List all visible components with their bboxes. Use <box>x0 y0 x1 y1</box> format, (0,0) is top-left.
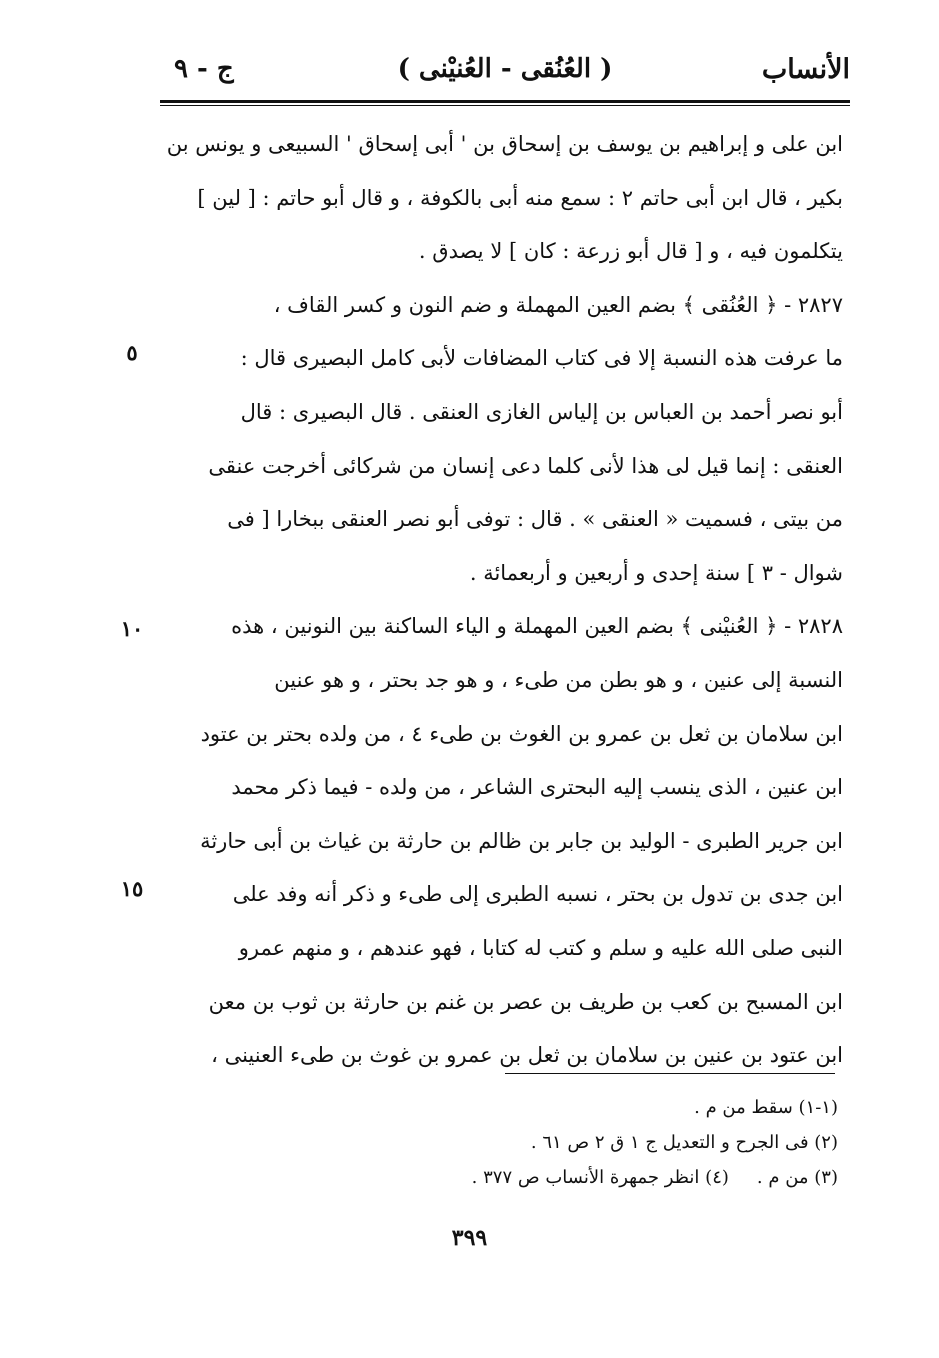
text-line: أبو نصر أحمد بن العباس بن إلياس الغازى العنقى . قال البصيرى : قال <box>240 399 843 424</box>
text-line: النسبة إلى عنين ، و هو بطن من طىء ، و هو جد بحتر ، و هو عنين <box>274 667 843 692</box>
main-text <box>165 118 843 1083</box>
entry-2827-heading: ٢٨٢٧ - ﴿ العُنُقى ﴾ بضم العين المهملة و ضم النون و كسر القاف ، <box>273 292 843 317</box>
footnote-row <box>300 1160 838 1195</box>
footnote-3: (٣) من م . <box>756 1167 838 1188</box>
header-rule-thin <box>160 105 850 106</box>
margin-line-number-15: ١٥ <box>120 876 144 901</box>
header-entry-range: ( العُنُقى - العُنيْنى ) <box>397 54 613 84</box>
text-line: من بيتى ، فسميت « العنقى » . قال : توفى أبو نصر العنقى ببخارا [ فى <box>227 507 843 532</box>
text-line: شوال - ٣ ] سنة إحدى و أربعين و أربعمائة . <box>469 560 843 585</box>
text-line: العنقى : إنما قيل لى هذا لأنى كلما دعى إنسان من شركائى أخرجت عنقى <box>208 453 843 478</box>
text-line: يتكلمون فيه ، و [ قال أبو زرعة : كان ] لا يصدق . <box>418 239 843 264</box>
text-line: ابن جدى بن تدول بن بحتر ، نسبه الطبرى إلى طىء و ذكر أنه وفد على <box>232 882 843 907</box>
text-line: بكير ، قال ابن أبى حاتم ٢ : سمع منه أبى بالكوفة ، و قال أبو حاتم : [ لين ] <box>197 185 843 210</box>
entry-2828-heading: ٢٨٢٨ - ﴿ العُنيْنى ﴾ بضم العين المهملة و الياء الساكنة بين النونين ، هذه <box>231 614 843 639</box>
footnote-4: (٤) انظر جمهرة الأنساب ص ٣٧٧ . <box>471 1167 729 1188</box>
margin-line-number-10: ١٠ <box>120 616 144 641</box>
text-line: النبى صلى الله عليه و سلم و كتب له كتابا ، فهو عندهم ، و منهم عمرو <box>238 935 843 960</box>
text-line: ابن عنين ، الذى ينسب إليه البحترى الشاعر ، من ولده - فيما ذكر محمد <box>231 775 843 800</box>
margin-line-number-5: ٥ <box>126 340 138 365</box>
text-line: ما عرفت هذه النسبة إلا فى كتاب المضافات لأبى كامل البصيرى قال : <box>240 346 843 371</box>
text-line: ابن عتود بن عنين بن سلامان بن ثعل بن عمرو بن غوث بن طىء العنينى ، <box>211 1043 843 1068</box>
header-book-title: الأنساب <box>761 54 850 85</box>
text-line: ابن سلامان بن ثعل بن عمرو بن الغوث بن طىء ٤ ، من ولده بحتر بن عتود <box>200 721 843 746</box>
page-number: ٣٩٩ <box>451 1225 488 1251</box>
running-header <box>160 50 850 94</box>
footnote-2: (٢) فى الجرح و التعديل ج ١ ق ٢ ص ٦١ . <box>530 1132 838 1153</box>
footnotes <box>300 1090 838 1195</box>
text-line: ابن المسبح بن كعب بن طريف بن عصر بن غنم بن حارثة بن ثوب بن معن <box>208 989 843 1014</box>
footnote-rule <box>505 1073 835 1074</box>
header-rule <box>160 100 850 103</box>
text-line: ابن جرير الطبرى - الوليد بن جابر بن ظالم بن حارثة بن غياث بن أبى حارثة <box>200 828 843 853</box>
header-volume: ج - ٩ <box>174 54 234 84</box>
footnote-1: (١-١) سقط من م . <box>694 1097 838 1118</box>
text-line: ابن على و إبراهيم بن يوسف بن إسحاق بن ' أبى إسحاق ' السبيعى و يونس بن <box>166 132 843 156</box>
